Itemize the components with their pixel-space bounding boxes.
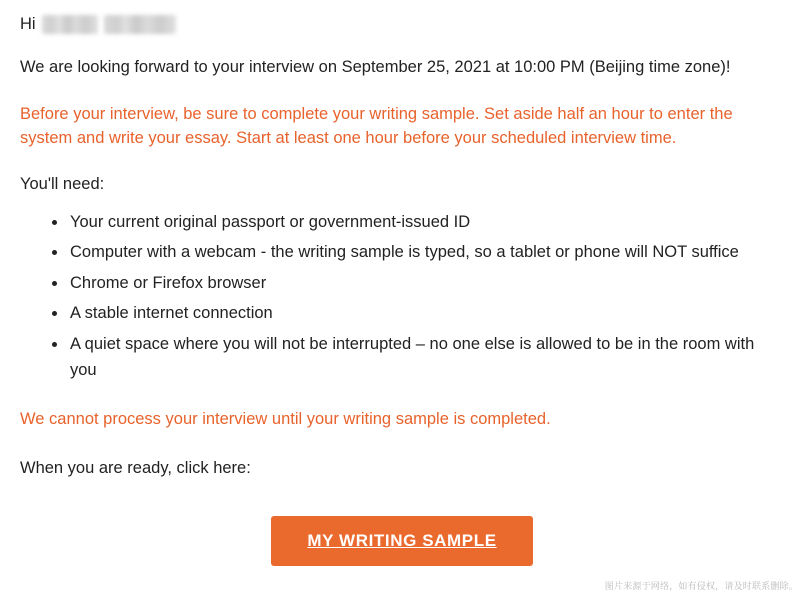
interview-datetime-line: We are looking forward to your interview on September 25, 2021 at 10:00 PM (Beijing time zone)! (20, 58, 731, 77)
list-item: • Your current original passport or government-issued ID (68, 210, 784, 236)
writing-sample-warning: Before your interview, be sure to complete your writing sample. Set aside half an hour to enter the system and write your essay. Start at least one hour before your scheduled interview time. (20, 104, 733, 148)
list-item: • Computer with a webcam - the writing sample is typed, so a tablet or phone will NOT suffice (68, 240, 784, 266)
cta-container (20, 516, 784, 566)
list-item: • A quiet space where you will not be interrupted – no one else is allowed to be in the room with you (68, 332, 784, 383)
source-watermark: 图片来源于网络，如有侵权，请及时联系删除。 (604, 582, 798, 592)
cannot-process-notice: We cannot process your interview until your writing sample is completed. (20, 410, 551, 429)
click-here-line: When you are ready, click here: (20, 458, 251, 477)
greeting-prefix: Hi (20, 15, 36, 33)
my-writing-sample-button[interactable]: MY WRITING SAMPLE (271, 516, 532, 566)
list-item: • A stable internet connection (68, 301, 784, 327)
list-item: • Chrome or Firefox browser (68, 271, 784, 297)
redacted-name-block-2 (104, 15, 176, 34)
requirements-list (20, 210, 784, 383)
requirements-heading: You'll need: (20, 174, 105, 193)
redacted-name-block-1 (42, 15, 98, 34)
greeting-line (20, 14, 784, 35)
